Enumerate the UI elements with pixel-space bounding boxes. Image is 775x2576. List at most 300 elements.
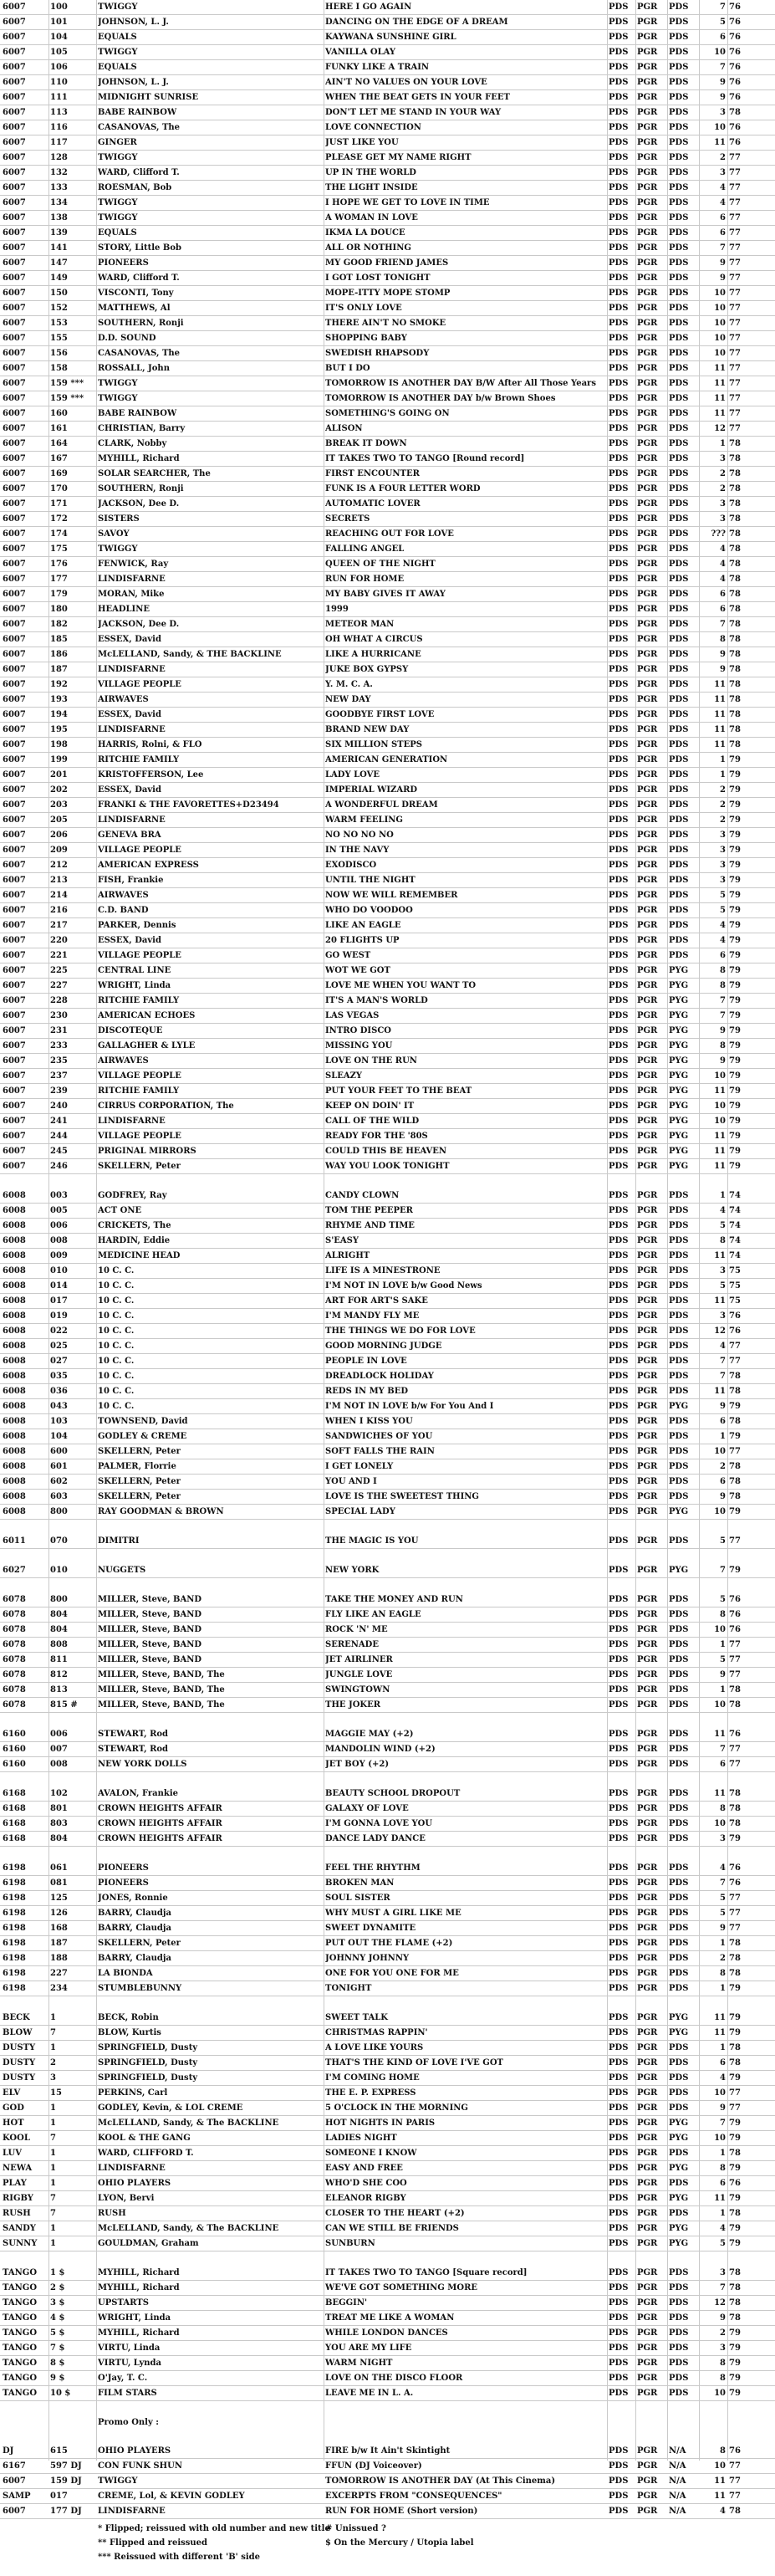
cell-c-pds: PDS [609, 906, 629, 915]
cell-artist: VIRTU, Lynda [98, 2359, 162, 2368]
cell-month: 5 [720, 18, 726, 27]
cell-c-pgr: PGR [637, 2224, 658, 2233]
cell-c-pgr: PGR [637, 1819, 658, 1828]
cell-c-pgr: PGR [637, 2058, 658, 2067]
cell-prefix: 6078 [3, 1700, 26, 1710]
cell-month: 3 [720, 861, 726, 870]
cell-c-pgr: PGR [637, 1610, 658, 1619]
cell-title: EXODISCO [325, 861, 377, 870]
cell-number: 201 [50, 770, 68, 779]
cell-c-label: PDS [669, 1760, 689, 1769]
cell-artist: ACT ONE [98, 1206, 142, 1215]
cell-artist: TWIGGY [98, 213, 138, 222]
cell-month: 5 [720, 1909, 726, 1918]
cell-c-pds: PDS [609, 1909, 629, 1918]
record-row [0, 1279, 775, 1294]
section-gap [0, 1847, 775, 1861]
record-row [0, 2206, 775, 2221]
cell-c-label: PDS [669, 861, 689, 870]
cell-month: 6 [720, 228, 726, 238]
cell-month: 11 [714, 1296, 726, 1306]
cell-artist: GENEVA BRA [98, 831, 161, 840]
cell-prefix: 6007 [3, 364, 26, 373]
cell-title: I'M GONNA LOVE YOU [325, 1819, 433, 1828]
cell-prefix: 6007 [3, 891, 26, 900]
cell-number: 017 [50, 2492, 68, 2501]
cell-title: YOU AND I [325, 1477, 377, 1486]
cell-title: THAT'S THE KIND OF LOVE I'VE GOT [325, 2058, 503, 2067]
cell-artist: SAVOY [98, 529, 130, 539]
cell-c-label: PDS [669, 1894, 689, 1903]
cell-title: RUN FOR HOME (Short version) [325, 2507, 478, 2516]
cell-artist: D.D. SOUND [98, 334, 156, 343]
record-row [0, 0, 775, 15]
cell-number: 808 [50, 1640, 68, 1649]
cell-title: IKMA LA DOUCE [325, 228, 405, 238]
cell-c-label: PDS [669, 1730, 689, 1739]
cell-artist: SKELLERN, Peter [98, 1477, 181, 1486]
record-row [0, 316, 775, 331]
cell-artist: JOHNSON, L. J. [98, 18, 169, 27]
cell-c-pgr: PGR [637, 409, 658, 418]
cell-title: FUNKY LIKE A TRAIN [325, 63, 430, 72]
cell-title: FALLING ANGEL [325, 544, 405, 554]
cell-title: YOU ARE MY LIFE [325, 2343, 412, 2353]
cell-c-pds: PDS [609, 1924, 629, 1933]
cell-c-pds: PDS [609, 1117, 629, 1126]
cell-c-pds: PDS [609, 755, 629, 764]
cell-c-pds: PDS [609, 258, 629, 268]
cell-year: 76 [729, 2179, 741, 2188]
cell-number: 231 [50, 1026, 68, 1035]
cell-artist: McLELLAND, Sandy, & THE BACKLINE [98, 650, 282, 659]
cell-artist: BABE RAINBOW [98, 108, 177, 117]
cell-number: 110 [50, 78, 68, 87]
cell-artist: KRISTOFFERSON, Lee [98, 770, 204, 779]
cell-year: 79 [729, 755, 741, 764]
cell-artist: FILM STARS [98, 2389, 157, 2398]
cell-title: SOFT FALLS THE RAIN [325, 1447, 435, 1456]
cell-c-label: PDS [669, 469, 689, 478]
cell-c-label: PYG [669, 1566, 689, 1575]
cell-month: 1 [720, 2209, 726, 2218]
record-row [0, 1921, 775, 1936]
cell-artist: SPRINGFIELD, Dusty [98, 2043, 198, 2052]
cell-artist: WARD, Clifford T. [98, 168, 180, 177]
cell-artist: McLELLAND, Sandy, & The BACKLINE [98, 2224, 279, 2233]
cell-prefix: 6007 [3, 951, 26, 960]
cell-c-pgr: PGR [637, 1162, 658, 1171]
cell-number: 019 [50, 1311, 68, 1321]
cell-prefix: 6168 [3, 1789, 26, 1798]
cell-year: 79 [729, 876, 741, 885]
cell-c-pds: PDS [609, 891, 629, 900]
cell-year: 79 [729, 2119, 741, 2128]
cell-month: 6 [720, 951, 726, 960]
cell-year: 79 [729, 2224, 741, 2233]
cell-c-label: PDS [669, 1372, 689, 1381]
cell-year: 77 [729, 183, 741, 192]
cell-year: 79 [729, 906, 741, 915]
cell-c-pgr: PGR [637, 2359, 658, 2368]
cell-month: 5 [720, 1221, 726, 1230]
record-row [0, 632, 775, 647]
cell-title: TAKE THE MONEY AND RUN [325, 1595, 463, 1604]
cell-prefix: 6007 [3, 1041, 26, 1050]
cell-number: 601 [50, 1462, 68, 1471]
cell-c-pgr: PGR [637, 213, 658, 222]
cell-year: 78 [729, 620, 741, 629]
cell-year: 78 [729, 680, 741, 689]
cell-c-label: PDS [669, 1311, 689, 1321]
cell-artist: GODLEY & CREME [98, 1432, 187, 1441]
cell-c-pds: PDS [609, 800, 629, 810]
cell-month: 8 [720, 1610, 726, 1619]
cell-title: BUT I DO [325, 364, 370, 373]
cell-year: 77 [729, 1894, 741, 1903]
cell-c-label: PDS [669, 2359, 689, 2368]
cell-prefix: 6007 [3, 228, 26, 238]
cell-prefix: 6007 [3, 755, 26, 764]
cell-c-label: PDS [669, 1462, 689, 1471]
cell-prefix: 6008 [3, 1311, 26, 1321]
cell-prefix: 6007 [3, 484, 26, 493]
cell-prefix: 6008 [3, 1281, 26, 1291]
cell-prefix: 6008 [3, 1432, 26, 1441]
cell-c-pgr: PGR [637, 78, 658, 87]
cell-c-label: PDS [669, 394, 689, 403]
cell-title: DON'T LET ME STAND IN YOUR WAY [325, 108, 502, 117]
record-row [0, 1339, 775, 1354]
cell-c-pds: PDS [609, 1670, 629, 1679]
cell-artist: MATTHEWS, Al [98, 304, 171, 313]
cell-c-pds: PDS [609, 454, 629, 463]
cell-c-label: PYG [669, 1101, 689, 1111]
cell-title: CHRISTMAS RAPPIN' [325, 2028, 428, 2037]
cell-title: PUT YOUR FEET TO THE BEAT [325, 1086, 472, 1096]
record-row [0, 166, 775, 181]
cell-number: 813 [50, 1685, 68, 1694]
cell-c-pgr: PGR [637, 1056, 658, 1066]
cell-c-pds: PDS [609, 2283, 629, 2292]
cell-c-pds: PDS [609, 469, 629, 478]
record-row [0, 1668, 775, 1683]
cell-title: SERENADE [325, 1640, 379, 1649]
cell-c-pgr: PGR [637, 1745, 658, 1754]
cell-year: 77 [729, 273, 741, 283]
cell-c-pds: PDS [609, 379, 629, 388]
cell-title: UP IN THE WORLD [325, 168, 416, 177]
cell-artist: LINDISFARNE [98, 725, 166, 734]
record-row [0, 2011, 775, 2026]
cell-number: 245 [50, 1147, 68, 1156]
cell-number: 161 [50, 424, 68, 433]
cell-number: 8 $ [50, 2359, 65, 2368]
cell-artist: AIRWAVES [98, 695, 149, 704]
cell-year: 78 [729, 1417, 741, 1426]
promo-heading-row [0, 2415, 775, 2430]
cell-prefix: 6008 [3, 1417, 26, 1426]
cell-year: 78 [729, 1462, 741, 1471]
cell-c-label: PDS [669, 1595, 689, 1604]
cell-number: 1 [50, 2043, 56, 2052]
cell-month: 9 [720, 1492, 726, 1501]
cell-title: OH WHAT A CIRCUS [325, 635, 423, 644]
cell-artist: WARD, Clifford T. [98, 273, 180, 283]
record-row [0, 2101, 775, 2116]
cell-c-pds: PDS [609, 138, 629, 147]
cell-year: 79 [729, 785, 741, 795]
cell-c-label: PYG [669, 2013, 689, 2022]
cell-c-label: PDS [669, 605, 689, 614]
cell-artist: TOWNSEND, David [98, 1417, 188, 1426]
cell-title: EXCERPTS FROM "CONSEQUENCES" [325, 2492, 502, 2501]
cell-artist: MILLER, Steve, BAND, The [98, 1700, 225, 1710]
cell-year: 79 [729, 2194, 741, 2203]
record-row [0, 2146, 775, 2161]
cell-c-label: PDS [669, 1610, 689, 1619]
cell-c-pgr: PGR [637, 153, 658, 162]
cell-title: JUNGLE LOVE [325, 1670, 393, 1679]
cell-c-pds: PDS [609, 63, 629, 72]
cell-c-pds: PDS [609, 1595, 629, 1604]
cell-c-pds: PDS [609, 1266, 629, 1275]
cell-c-pgr: PGR [637, 891, 658, 900]
cell-c-pgr: PGR [637, 800, 658, 810]
cell-year: 79 [729, 1011, 741, 1020]
section-gap [0, 1520, 775, 1534]
cell-title: AUTOMATIC LOVER [325, 499, 421, 509]
cell-year: 77 [729, 2461, 741, 2471]
cell-number: 235 [50, 1056, 68, 1066]
cell-c-pgr: PGR [637, 1804, 658, 1813]
cell-month: 4 [720, 2507, 726, 2516]
cell-c-label: PDS [669, 1326, 689, 1336]
cell-title: BRAND NEW DAY [325, 725, 410, 734]
cell-month: 10 [714, 123, 726, 132]
cell-month: 10 [714, 1117, 726, 1126]
cell-artist: GODLEY, Kevin, & LOL CREME [98, 2103, 243, 2113]
cell-c-pds: PDS [609, 2179, 629, 2188]
cell-c-pgr: PGR [637, 755, 658, 764]
cell-number: 156 [50, 349, 68, 358]
cell-prefix: 6011 [3, 1536, 26, 1546]
cell-artist: C.D. BAND [98, 906, 149, 915]
record-row [0, 798, 775, 813]
cell-number: 227 [50, 981, 68, 990]
cell-c-label: PDS [669, 770, 689, 779]
cell-number: 008 [50, 1760, 68, 1769]
cell-year: 78 [729, 590, 741, 599]
cell-c-pgr: PGR [637, 2179, 658, 2188]
record-row [0, 15, 775, 30]
cell-artist: JACKSON, Dee D. [98, 499, 180, 509]
cell-c-pgr: PGR [637, 514, 658, 524]
cell-year: 76 [729, 3, 741, 12]
cell-month: 6 [720, 605, 726, 614]
cell-number: 811 [50, 1655, 68, 1664]
cell-title: CLOSER TO THE HEART (+2) [325, 2209, 465, 2218]
cell-c-label: N/A [669, 2461, 686, 2471]
cell-year: 78 [729, 1789, 741, 1798]
cell-artist: BARRY, Claudja [98, 1924, 171, 1933]
cell-c-pds: PDS [609, 2164, 629, 2173]
record-row [0, 60, 775, 75]
record-row [0, 2489, 775, 2504]
cell-c-pgr: PGR [637, 3, 658, 12]
record-row [0, 1009, 775, 1024]
cell-year: 77 [729, 319, 741, 328]
cell-artist: VILLAGE PEOPLE [98, 1071, 181, 1081]
cell-c-pds: PDS [609, 1296, 629, 1306]
cell-title: A WONDERFUL DREAM [325, 800, 438, 810]
cell-c-pds: PDS [609, 1894, 629, 1903]
cell-c-pgr: PGR [637, 1041, 658, 1050]
cell-number: 812 [50, 1670, 68, 1679]
cell-prefix: 6078 [3, 1625, 26, 1634]
record-row [0, 2459, 775, 2474]
cell-number: 061 [50, 1863, 68, 1873]
cell-c-pds: PDS [609, 289, 629, 298]
cell-title: VANILLA OLAY [325, 48, 396, 57]
cell-artist: SKELLERN, Peter [98, 1939, 181, 1948]
cell-title: SWEET DYNAMITE [325, 1924, 416, 1933]
cell-c-pgr: PGR [637, 108, 658, 117]
cell-c-pgr: PGR [637, 334, 658, 343]
cell-c-label: PYG [669, 2224, 689, 2233]
cell-year: 76 [729, 1730, 741, 1739]
cell-c-pds: PDS [609, 1447, 629, 1456]
cell-number: 2 [50, 2058, 56, 2067]
cell-title: Y. M. C. A. [325, 680, 373, 689]
cell-c-label: PDS [669, 123, 689, 132]
cell-prefix: 6167 [3, 2461, 26, 2471]
cell-year: 79 [729, 1834, 741, 1843]
cell-title: MY GOOD FRIEND JAMES [325, 258, 449, 268]
cell-artist: PALMER, Florrie [98, 1462, 176, 1471]
cell-c-pgr: PGR [637, 981, 658, 990]
cell-title: THERE AIN'T NO SMOKE [325, 319, 446, 328]
cell-c-pgr: PGR [637, 319, 658, 328]
record-row [0, 1219, 775, 1234]
cell-c-label: PDS [669, 439, 689, 448]
record-row [0, 1249, 775, 1264]
cell-number: 025 [50, 1342, 68, 1351]
cell-month: 10 [714, 1507, 726, 1516]
cell-c-pgr: PGR [637, 183, 658, 192]
record-row [0, 1534, 775, 1549]
cell-c-label: PDS [669, 2058, 689, 2067]
cell-month: 2 [720, 153, 726, 162]
cell-prefix: 6007 [3, 123, 26, 132]
cell-c-pds: PDS [609, 1041, 629, 1050]
cell-year: 77 [729, 1909, 741, 1918]
record-row [0, 2341, 775, 2356]
cell-c-pds: PDS [609, 424, 629, 433]
cell-number: 803 [50, 1819, 68, 1828]
record-row [0, 2386, 775, 2401]
cell-artist: CASANOVAS, The [98, 123, 181, 132]
cell-c-label: PYG [669, 1132, 689, 1141]
cell-number: 006 [50, 1221, 68, 1230]
cell-title: I HOPE WE GET TO LOVE IN TIME [325, 198, 490, 207]
cell-month: 1 [720, 1939, 726, 1948]
record-row [0, 1414, 775, 1429]
cell-number: 150 [50, 289, 68, 298]
cell-number: 1 $ [50, 2268, 65, 2277]
cell-prefix: 6007 [3, 846, 26, 855]
cell-c-label: PDS [669, 78, 689, 87]
cell-prefix: 6007 [3, 695, 26, 704]
cell-title: MY BABY GIVES IT AWAY [325, 590, 446, 599]
cell-month: 9 [720, 650, 726, 659]
cell-artist: VILLAGE PEOPLE [98, 846, 181, 855]
cell-title: WARM NIGHT [325, 2359, 393, 2368]
cell-month: 7 [720, 620, 726, 629]
cell-prefix: 6007 [3, 424, 26, 433]
cell-c-pgr: PGR [637, 560, 658, 569]
record-row [0, 271, 775, 286]
cell-c-pds: PDS [609, 243, 629, 253]
record-row [0, 1234, 775, 1249]
cell-title: SECRETS [325, 514, 370, 524]
cell-c-label: PDS [669, 1670, 689, 1679]
record-row [0, 843, 775, 858]
cell-month: 4 [720, 544, 726, 554]
cell-month: 9 [720, 1056, 726, 1066]
cell-artist: MYHILL, Richard [98, 2328, 180, 2338]
cell-c-pgr: PGR [637, 2446, 658, 2456]
cell-year: 78 [729, 1372, 741, 1381]
cell-c-label: PDS [669, 349, 689, 358]
record-row [0, 1638, 775, 1653]
cell-title: A WOMAN IN LOVE [325, 213, 418, 222]
cell-c-label: PDS [669, 831, 689, 840]
cell-c-pgr: PGR [637, 2343, 658, 2353]
cell-prefix: 6007 [3, 183, 26, 192]
cell-title: THE THINGS WE DO FOR LOVE [325, 1326, 476, 1336]
cell-prefix: 6198 [3, 1969, 26, 1978]
cell-c-label: PDS [669, 2328, 689, 2338]
cell-year: 78 [729, 439, 741, 448]
cell-number: 2 $ [50, 2283, 65, 2292]
cell-c-pds: PDS [609, 785, 629, 795]
cell-c-pgr: PGR [637, 1954, 658, 1963]
cell-c-pds: PDS [609, 710, 629, 719]
cell-prefix: 6007 [3, 213, 26, 222]
cell-c-pds: PDS [609, 1492, 629, 1501]
cell-number: 5 $ [50, 2328, 65, 2338]
cell-prefix: 6007 [3, 800, 26, 810]
cell-prefix: 6198 [3, 1894, 26, 1903]
cell-year: 78 [729, 1939, 741, 1948]
cell-artist: CHRISTIAN, Barry [98, 424, 186, 433]
cell-c-pgr: PGR [637, 620, 658, 629]
cell-prefix: 6007 [3, 33, 26, 42]
cell-c-pds: PDS [609, 168, 629, 177]
cell-month: 11 [714, 695, 726, 704]
cell-year: 78 [729, 665, 741, 674]
cell-artist: MILLER, Steve, BAND [98, 1625, 202, 1634]
cell-artist: ESSEX, David [98, 785, 161, 795]
cell-c-pgr: PGR [637, 1492, 658, 1501]
cell-c-label: PYG [669, 2239, 689, 2248]
record-row [0, 406, 775, 422]
cell-number: 7 [50, 2209, 56, 2218]
cell-prefix: 6008 [3, 1447, 26, 1456]
cell-c-label: N/A [669, 2476, 686, 2486]
cell-prefix: DUSTY [3, 2073, 36, 2083]
